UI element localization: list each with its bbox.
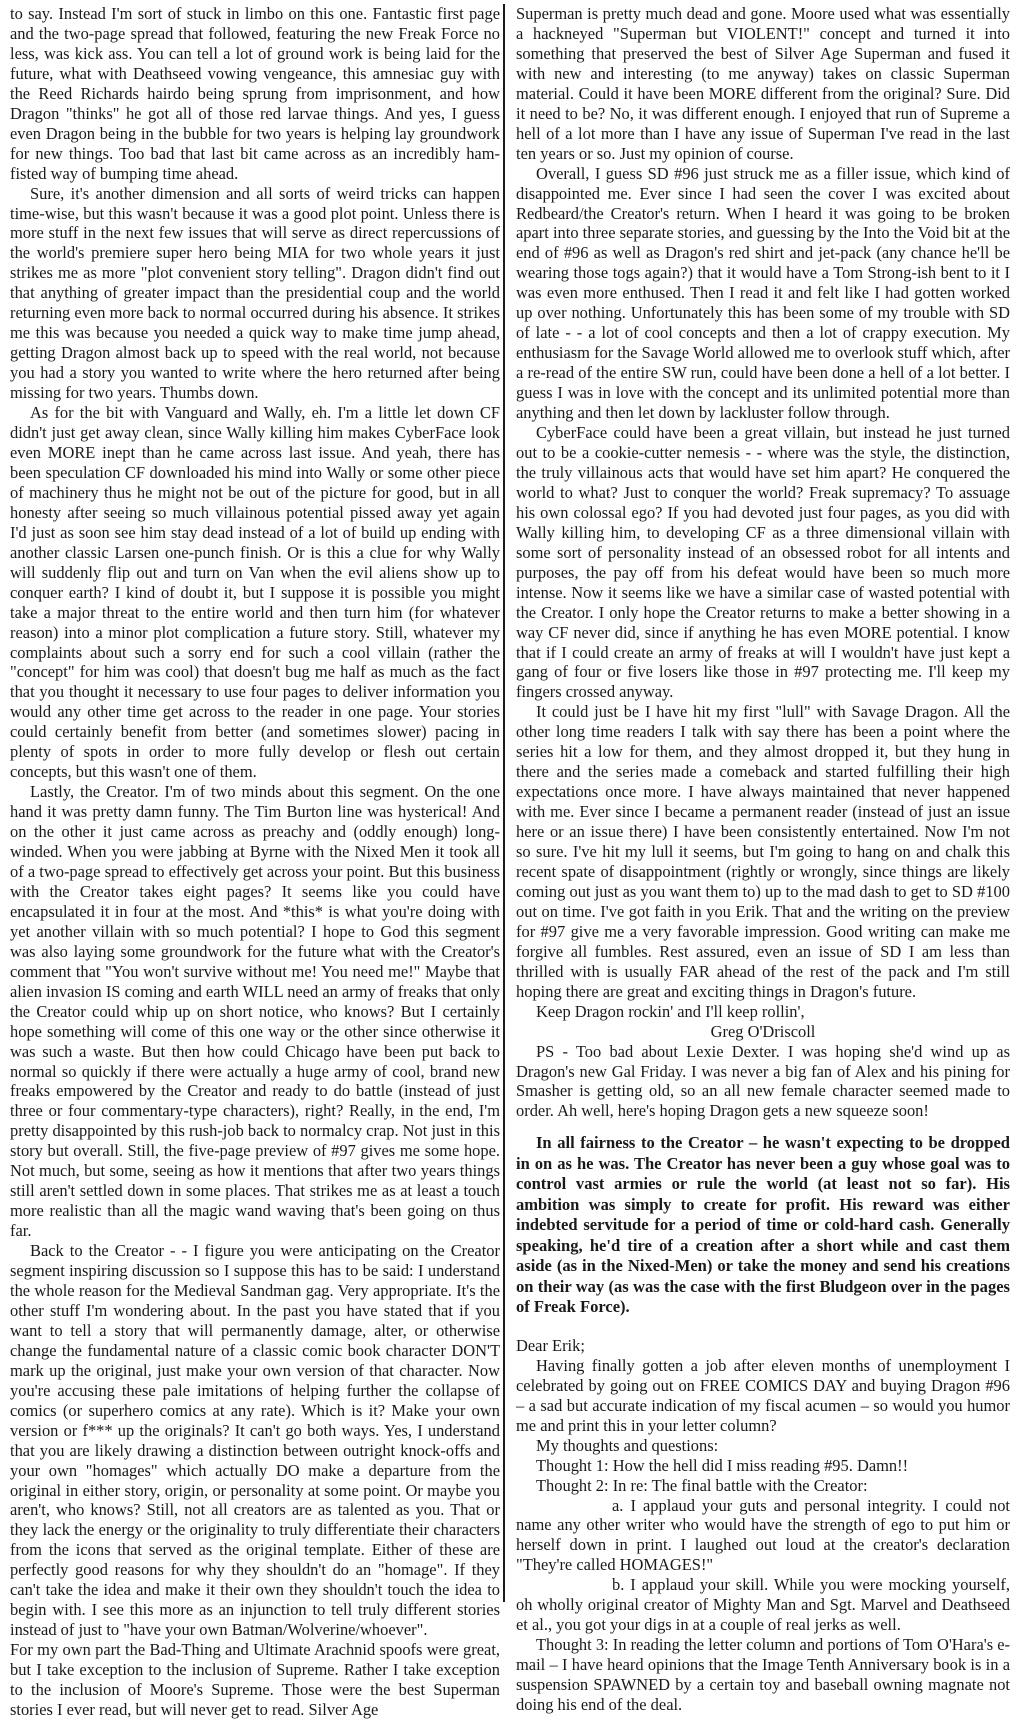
letter-salutation: Dear Erik; — [516, 1335, 585, 1355]
postscript: PS - Too bad about Lexie Dexter. I was hoping she'd wind up as Dragon's new Gal Friday. I was never a big fan of Alex and his pining for Smasher is getting old, so an all new female character seemed made to order. Ah well, here's hoping Dragon gets a new squeeze soon! — [516, 1041, 1010, 1121]
left-column — [10, 4, 500, 1720]
column-divider — [503, 4, 505, 1602]
paragraph: Back to the Creator - - I figure you were anticipating on the Creator segment inspiring discussion so I suppose this has to be said: I understand the whole reason for the Medieval Sandman gag. Very appropriate. It's the other stuff I'm wondering about. In the past you have stated that if you want to tell a story that will permanently damage, alter, or otherwise change the fundamental nature of a classic comic book character DON'T mark up the original, just make your own version of that character. Now you're accusing these pale imitations of helping further the collapse of comics (or superhero comics at any rate). Which is it? Make your own version or f*** up the originals? It can't go both ways. Yes, I understand that you are likely drawing a distinction between outright knock-offs and your own "homages" which actually DO make a departure from the original in either story, origin, or personality at some point. Or maybe you aren't, who knows? Still, not all creators are as talented as you. That or they lack the energy or the originality to truly differentiate their characters from the icons that served as the original template. Either of these are perfectly good reasons for why they shouldn't do an "homage". If they can't take the idea and make it their own they shouldn't touch the idea to begin with. I see this more as an injunction to tell truly different stories instead of just to "have your own Batman/Wolverine/whoever". — [10, 1241, 500, 1640]
paragraph: For my own part the Bad-Thing and Ultimate Arachnid spoofs were great, but I take exception to the inclusion of Supreme. Rather I take exception to the inclusion of Moore's Supreme. Those were the best Superman stories I ever read, but will never get to read. Silver Age — [10, 1640, 500, 1720]
thought-1: Thought 1: How the hell did I miss reading #95. Damn!! — [536, 1455, 909, 1475]
thoughts-header: My thoughts and questions: — [536, 1435, 719, 1455]
thought-2: Thought 2: In re: The final battle with the Creator: — [536, 1475, 868, 1495]
paragraph: Lastly, the Creator. I'm of two minds about this segment. On the one hand it was pretty damn funny. The Tim Burton line was hysterical! And on the other it just came across as preachy and (oddly enough) long-winded. When you were jabbing at Byrne with the Nixed Men it took all of a two-page spread to effectively get across your point. But this business with the Creator takes eight pages? It seems like you could have encapsulated it in four at the most. And *this* is what you're doing with yet another villain with so much potential? I hope to God this segment was also laying some groundwork for the future what with the Creator's comment that "You won't survive without me! You need me!" Maybe that alien invasion IS coming and earth WILL need an army of freaks that only the Creator could whip up on short notice, who knows? But I certainly hope something will come of this one way or the other since otherwise it was such a waste. But then how could Chicago have been put back to normal so quickly if there were actually a huge army of cool, brand new freaks empowered by the Creator and ready to do battle (instead of just three or four commentary-type characters), right? Really, in the end, I'm pretty disappointed by this rush-job back to normalcy crap. Not just in this story but overall. Still, the five-page preview of #97 gives me some hope. Not much, but some, seeing as how it mentions that after two years things still aren't settled down in some places. That strikes me as at least a touch more realistic than all the magic wand waving that's been going on thus far. — [10, 782, 500, 1241]
paragraph: Overall, I guess SD #96 just struck me as a filler issue, which kind of disappointed me. Ever since I had seen the cover I was excited about Redbeard/the Creator's return. When I heard it was going to be broken apart into three separate stories, and guessing by the Into the Void bit at the end of #96 as well as Dragon's red shirt and jet-pack (any chance he'll be wearing those togs again?) that it would have a Tom Strong-ish bent to it I was even more enthused. Then I read it and felt like I had gotten worked up over nothing. Unfortunately this has been some of my trouble with SD of late - - a lot of cool concepts and then a lot of crappy execution. My enthusiasm for the Savage World allowed me to overlook stuff which, after a re-read of the entire SW run, could have been done a hell of a lot better. I guess I was in love with the concept and its unlimited potential more than anything and then let down by lackluster follow through. — [516, 163, 1010, 423]
paragraph: Superman is pretty much dead and gone. Moore used what was essentially a hackneyed "Superman but VIOLENT!" concept and turned it into something that preserved the best of Silver Age Superman and fused it with new and interesting (to me anyway) takes on classic Superman material. Could it have been MORE different from the original? Sure. Did it need to be? No, it was different enough. I enjoyed that run of Supreme a hell of a lot more than I have any issue of Superman I've read in the last ten years or so. Just my opinion of course. — [516, 4, 1010, 163]
letter-signature: Greg O'Driscoll — [710, 1021, 816, 1041]
right-column — [516, 4, 1010, 1715]
paragraph: Having finally gotten a job after eleven months of unemployment I celebrated by going out on FREE COMICS DAY and buying Dragon #96 – a sad but accurate indication of my fiscal acumen – so would you humor me and print this in your letter column? — [516, 1355, 1010, 1435]
letter-closing: Keep Dragon rockin' and I'll keep rollin', — [536, 1001, 805, 1021]
paragraph: It could just be I have hit my first "lull" with Savage Dragon. All the other long time readers I talk with say there has been a point where the series hit a low for them, and they almost dropped it, but they hung in there and the series made a comeback and started fulfilling their high expectations once more. I have always maintained that never happened with me. Ever since I became a permanent reader (instead of just an issue here or an issue there) I have been consistently entertained. Now I'm not so sure. I've hit my lull it seems, but I'm going to hang on and chalk this recent spate of disappointment (rightly or wrongly, since things are likely coming out just as you want them to) up to the mad dash to get to SD #100 out on time. I've got faith in you Erik. That and the writing on the preview for #97 give me a very favorable impression. Good writing can make me forgive all fumbles. Rest assured, even an issue of SD I am less than thrilled with is usually FAR ahead of the rest of the pack and I'm still hoping there are great and exciting things in Dragon's future. — [516, 702, 1010, 1001]
paragraph: As for the bit with Vanguard and Wally, eh. I'm a little let down CF didn't just get away clean, since Wally killing him makes CyberFace look even MORE inept than he came across last issue. And yeah, there has been speculation CF downloaded his mind into Wally or some other piece of machinery thus he might not be out of the picture for good, but in all honesty after seeing so much villainous potential pissed away yet again I'd just as soon see him stay dead instead of a lot of build up ending with another classic Larsen one-punch finish. Or is this a clue for why Wally will suddenly flip out and turn on Van when the evil aliens show up to conquer earth? I kind of doubt it, but I suppose it is possible you might take a major threat to the entire world and then turn him (for whatever reason) into a minor plot complication a future story. Still, whatever my complaints about such a sorry end for such a cool villain (rather the "concept" for him was cool) that doesn't bug me half as much as the fact that you thought it necessary to use four pages to deliver information you would any other time get across to the reader in one page. Your stories could certainly benefit from better (and sometimes slower) pacing in plenty of spots in order to more fully develop or flesh out certain concepts, but this wasn't one of them. — [10, 403, 500, 782]
paragraph: Sure, it's another dimension and all sorts of weird tricks can happen time-wise, but this wasn't because it was a good plot point. Unless there is more stuff in the next few issues that will serve as direct repercussions of the world's premiere super hero being MIA for two whole years it just strikes me as more "plot convenient story telling". Dragon didn't find out that anything of greater impact than the presidential coup and the world returning even more back to normal occurred during his absence. It strikes me this was because you needed a quick way to make time jump ahead, getting Dragon almost back up to speed with the real world, not because you had a story you wanted to write where the hero returned after being missing for two years. Thumbs down. — [10, 183, 500, 403]
thought-2b: b. I applaud your skill. While you were mocking yourself, oh wholly original creator of Mighty Man and Sgt. Marvel and Deathseed et al., you got your digs in at a couple of real jerks as well. — [516, 1575, 1010, 1635]
editor-reply: In all fairness to the Creator – he wasn't expecting to be dropped in on as he was. The Creator has never been a guy whose goal was to control vast armies or rule the world (at least not so far). His ambition was simply to create for profit. His reward was either indebted servitude for a period of time or cold-hard cash. Generally speaking, he'd tire of a creation after a short while and cast them aside (as in the Nixed-Men) or take the money and send his creations on their way (as was the case with the first Bludgeon over in the pages of Freak Force). — [516, 1133, 1010, 1317]
paragraph: to say. Instead I'm sort of stuck in limbo on this one. Fantastic first page and the two-page spread that followed, featuring the new Freak Force no less, was kick ass. You can tell a lot of ground work is being laid for the future, what with Deathseed vowing vengeance, this amnesiac guy with the Reed Richards hairdo being sprung from imprisonment, and how Dragon "thinks" he got all of those red larvae things. And yes, I guess even Dragon being in the bubble for two years is helping lay groundwork for new things. Too bad that last bit came across as an incredibly ham-fisted way of bumping time ahead. — [10, 4, 500, 183]
thought-3: Thought 3: In reading the letter column and portions of Tom O'Hara's e-mail – I have heard opinions that the Image Tenth Anniversary book is in a suspension SPAWNED by a certain toy and baseball owning magnate not doing his end of the deal. — [516, 1635, 1010, 1715]
thought-2a: a. I applaud your guts and personal integrity. I could not name any other writer who would have the strength of ego to put him or herself down in print. I laughed out loud at the creator's declaration "They're called HOMAGES!" — [516, 1495, 1010, 1575]
paragraph: CyberFace could have been a great villain, but instead he just turned out to be a cookie-cutter nemesis - - where was the style, the distinction, the truly villainous acts that would have set him apart? He conquered the world to what? Just to conquer the world? Freak supremacy? To assuage his own colossal ego? If you had devoted just four pages, as you did with Wally killing him, to developing CF as a three dimensional villain with some sort of personality instead of an obsessed robot for all intents and purposes, the pay off from his defeat would have been so much more intense. Now it seems like we have a similar case of wasted potential with the Creator. I only hope the Creator returns to make a better showing in a way CF never did, since if anything he has even MORE potential. I know that if I could create an army of freaks at will I wouldn't have just kept a gang of four or five losers like those in #97 protecting me. I'll keep my fingers crossed anyway. — [516, 423, 1010, 702]
